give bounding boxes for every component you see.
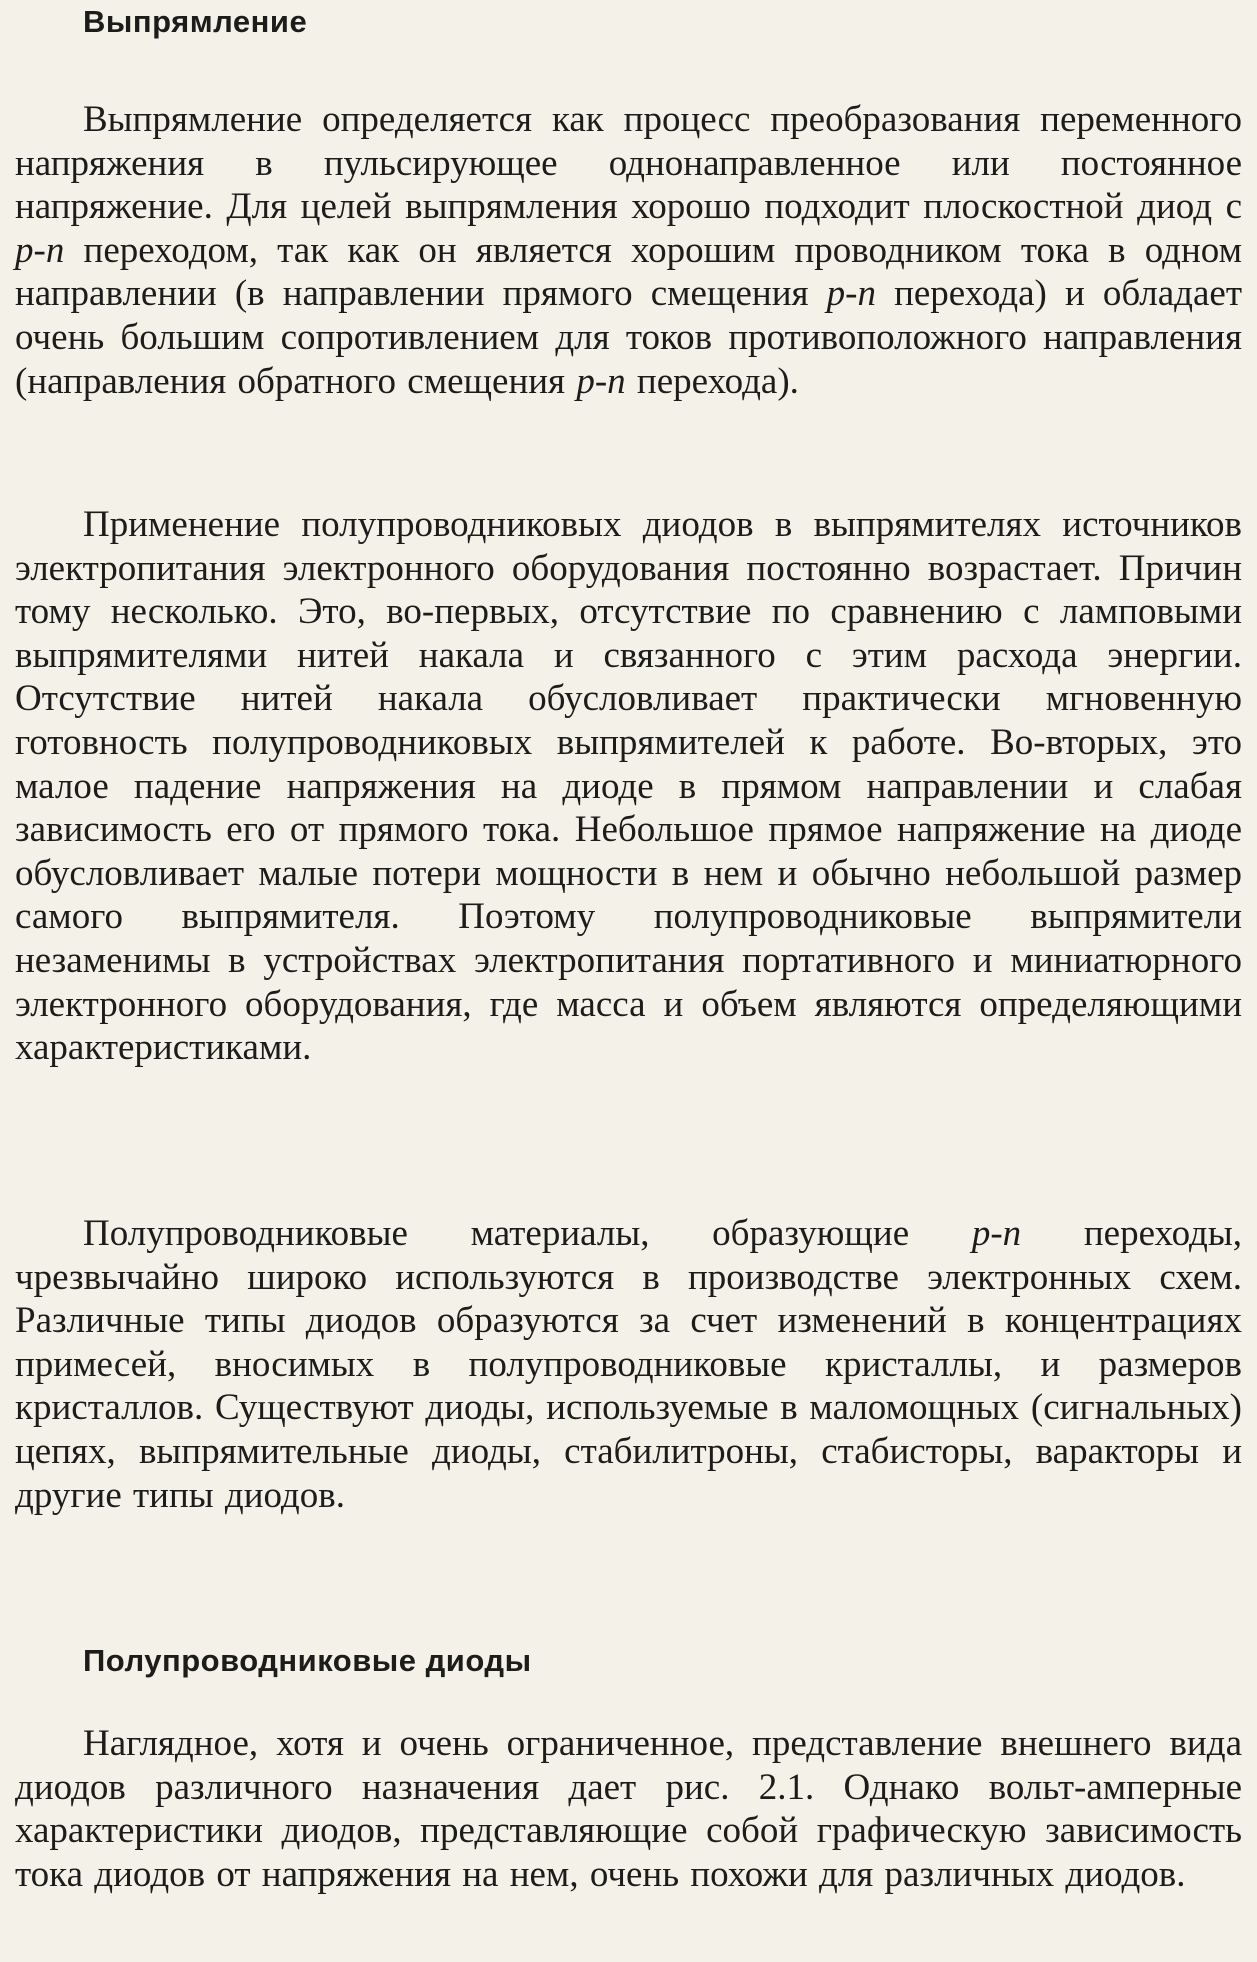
pn-junction-term: p-n (15, 229, 65, 271)
section-heading-semiconductor-diodes: Полупроводниковые диоды (83, 1643, 532, 1678)
paragraph-diode-types: Полупроводниковые материалы, образующие p-n переходы, чрезвычайно широко используются в производстве электронных схем. Различные типы диодов образуются за счет изменений в концентрациях примесей, вносимых в полупроводниковые кристаллы, и размеров кристаллов. Существуют диоды, используемые в маломощных (сигнальных) цепях, выпрямительные диоды, стабилитроны, стабисторы, варакторы и другие типы диодов. (15, 1213, 1242, 1516)
paragraph-diode-characteristics: Наглядное, хотя и очень ограниченное, представление внешнего вида диодов различного назначения дает рис. 2.1. Однако вольт-амперные характеристики диодов, представляющие собой графическую зависимость тока диодов от напряжения на нем, очень похожи для различных диодов. (15, 1723, 1242, 1895)
section-heading-rectification: Выпрямление (83, 4, 308, 39)
paragraph-diode-rectifier-advantages: Применение полупроводниковых диодов в выпрямителях источников электропитания электронного оборудования постоянно возрастает. Причин тому несколько. Это, во-первых, отсутствие по сравнению с ламповыми выпрямителями нитей накала и связанного с этим расхода энергии. Отсутствие нитей накала обусловливает практически мгновенную готовность полупроводниковых выпрямителей к работе. Во-вторых, это малое падение напряжения на диоде в прямом направлении и слабая зависимость его от прямого тока. Небольшое прямое напряжение на диоде обусловливает малые потери мощности в нем и обычно небольшой размер самого выпрямителя. Поэтому полупроводниковые выпрямители незаменимы в устройствах электропитания портативного и миниатюрного электронного оборудования, где масса и объем являются определяющими характеристиками. (15, 504, 1242, 1069)
pn-junction-term: p-n (576, 360, 626, 402)
paragraph-rectification-definition: Выпрямление определяется как процесс преобразования переменного напряжения в пульсирующее однонаправленное или постоянное напряжение. Для целей выпрямления хорошо подходит плоскостной диод с p-n переходом, так как он является хорошим проводником тока в одном направлении (в направлении прямого смещения p-n перехода) и обладает очень большим сопротивлением для токов противоположного направления (направления обратного смещения p-n перехода). (15, 99, 1243, 402)
pn-junction-term: p-n (826, 273, 876, 315)
pn-junction-term: p-n (971, 1213, 1022, 1254)
